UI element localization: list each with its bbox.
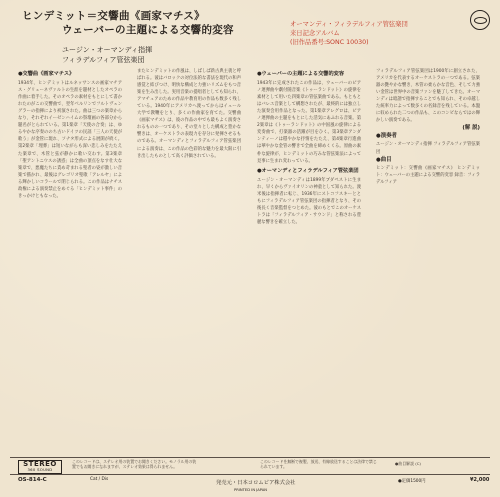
playback-notes: このレコードは、ステレオ用の装置でお聞きください。モノラル用の装置でもお聞きになれますが、ステレオ効果は得られません。: [72, 459, 197, 470]
text-column-4: [376, 68, 480, 444]
footer-divider-bottom: [10, 474, 490, 475]
list-price-note: ●定価1500円: [398, 479, 426, 484]
program-details: ヒンデミット：交響曲《画家マチス》 ヒンデミット：ウェーバーの主題による交響的変容 録音：フィラデルフィア: [376, 165, 480, 185]
title-secondary: ウェーバーの主題による交響的変容: [62, 24, 234, 36]
text-column-3: [257, 68, 361, 444]
title-primary: ヒンデミット＝交響曲《画家マチス》: [22, 10, 205, 22]
program-heading: ●曲目: [376, 156, 392, 163]
signature: (解 説): [462, 125, 480, 132]
credits-note: ●曲目解説 (C): [395, 461, 421, 466]
publisher: 発売元・日本コロムビア株式会社: [216, 480, 296, 486]
column-body: 1943年に完成されたこの作品は、ウェーバーのピアノ連弾曲や劇付随音楽《トゥーランドット》の旋律を素材として用いた四楽章の管弦楽曲である。もともとはバレエ音楽として構想されたが、最終的には独立した演奏会用作品となった。第1楽章アレグロは、ピアノ連弾曲の主題をもとにした活気にあふれる音楽。第2楽章は《トゥーランドット》の中国風の旋律による変奏曲で、打楽器の活躍が目をひく。第3楽章アンダンティーノは穏やかな抒情をたたえ、第4楽章行進曲は華やかな金管の響きで全曲を締めくくる。原曲の素朴な旋律が、ヒンデミットの巧みな管弦楽法によって見事に生まれ変わっている。: [257, 81, 361, 164]
cbs-eye-logo-icon: [470, 10, 490, 30]
stereo-label: STEREO: [23, 460, 57, 468]
text-column-1: [18, 68, 122, 444]
text-column-2: [137, 68, 241, 444]
side-info: Cat / Dis: [90, 477, 109, 482]
performer-details: ユージン・オーマンディ指揮 フィラデルフィア管弦楽団: [376, 142, 480, 155]
column-body: フィラデルフィア管弦楽団は1900年に創立された、アメリカを代表するオーケストラの一つである。弦楽器の艶やかな響き、木管の柔らかな音色、そして力強い金管は世界中の音楽ファンを魅了してきた。オーマンディは暗譜で指揮することでも知られ、その卓越した統率力によって数多くの名録音を残している。本盤に収められた二つの作品も、このコンビならではの輝かしい演奏である。: [376, 69, 480, 124]
performer-heading: ●演奏者: [376, 133, 397, 140]
footer-divider-top: [10, 457, 490, 458]
series-line-3: (旧作品番号:SONC 10030): [290, 39, 369, 46]
series-line-1: オーマンディ・フィラデルフィア管弦楽団: [290, 21, 408, 28]
column-heading: ●ウェーバーの主題による交響的変容: [257, 71, 345, 77]
price: ¥2,000: [470, 477, 490, 483]
column-body-2: ユージン・オーマンディは1899年ブダペストに生まれ、早くからヴァイオリンの神童として知られた。渡米後は指揮者に転じ、1936年にストコフスキーとともにフィラデルフィア管弦楽団の指揮者となり、その後長く音楽監督をつとめた。彼のもとでこのオーケストラは「フィラデルフィア・サウンド」と称される豊麗な響きを確立した。: [257, 177, 361, 225]
series-line-2: 来日記念アルバム: [290, 30, 340, 37]
performer-orchestra: フィラデルフィア管弦楽団: [62, 56, 145, 64]
copyright-notes: このレコードを無断で複製、放送、有線放送することは法律で禁じられています。: [260, 459, 377, 470]
stereo-badge: [18, 460, 62, 474]
performer-conductor: ユージン・オーマンディ指揮: [62, 46, 153, 54]
column-heading-2: ●オーマンディとフィラデルフィア管弦楽団: [257, 167, 359, 174]
column-heading: ●交響曲《画家マチス》: [18, 71, 75, 77]
catalog-number: OS-814-C: [18, 477, 47, 483]
column-body: またヒンデミットの作風は、しばしば新古典主義と呼ばれる。彼はバロックの対位法的な書法を現代の和声感覚と結びつけ、明快な構成と力強いリズムをもつ音楽を生み出した。実用音楽の提唱者としても知られ、アマチュアのための作品や教育用の作品も数多く残している。1940年にアメリカへ渡ってからはイェール大学で教鞭をとり、多くの作曲家を育てた。交響曲《画家マチス》は、彼の作品の中でも最もよく演奏されるものの一つであり、その堂々とした構成と豊かな響きは、オーケストラの表現力を存分に発揮させるものである。オーマンディとフィラデルフィア管弦楽団による演奏は、この作品の色彩的な魅力を最大限に引き出したものとして高く評価されている。: [137, 69, 241, 159]
stereo-sub-label: 360 SOUND: [27, 467, 53, 472]
printed-in: PRINTED IN JAPAN: [234, 488, 268, 492]
column-body: 1934年、ヒンデミットはルネッサンスの画家マチアス・グリューネヴァルトの生涯を題材としたオペラの作曲に着手した。そのオペラの素材をもとにして書かれたのがこの交響曲で、翌年ベルリンでフルトヴェングラーの指揮により初演された。曲は三つの楽章からなり、それぞれイーゼンハイムの祭壇画の各部分から題名がとられている。第1楽章「天使の合奏」は、ゆるやかな序奏ののち古いドイツの民謡「三人の天使が歌う」が金管に現れ、ソナタ形式による展開が続く。第2楽章「埋葬」は短いながらも深い悲しみをたたえた楽章で、木管と弦が静かに歌い交わす。第3楽章「聖アントニウスの誘惑」は全曲の頂点をなす壮大な楽章で、悪魔たちに責め苛まれる聖者の姿が激しい音楽で描かれ、最後はグレゴリオ聖歌「アレルヤ」による輝かしいコラールで閉じられる。この作品はナチス政権による演奏禁止をめぐる「ヒンデミット事件」のきっかけともなった。: [18, 81, 122, 199]
